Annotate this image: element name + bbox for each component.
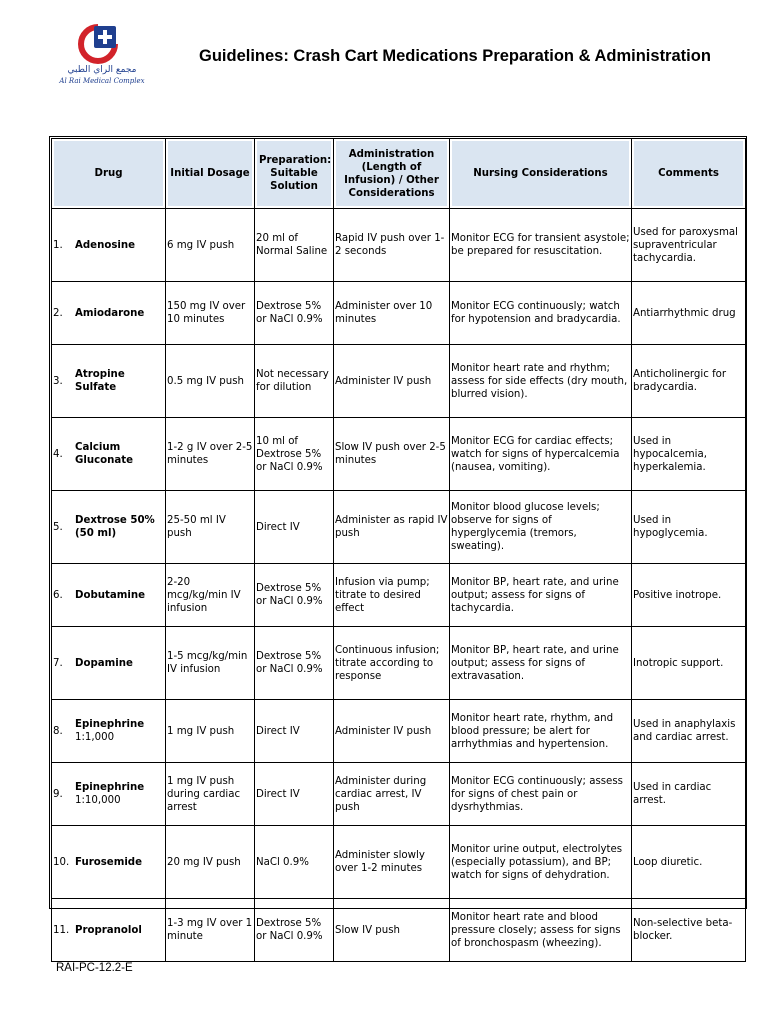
initial-dosage-cell: 25-50 ml IV push <box>166 491 255 564</box>
row-number: 9. <box>53 788 63 800</box>
drug-concentration: 1:10,000 <box>75 795 121 806</box>
row-number: 2. <box>53 307 63 319</box>
initial-dosage-cell: 1 mg IV push <box>166 700 255 763</box>
table-row <box>52 418 746 491</box>
table-row <box>52 627 746 700</box>
drug-name: Propranolol <box>75 924 142 936</box>
administration-cell: Rapid IV push over 1-2 seconds <box>334 209 450 282</box>
preparation-cell: Dextrose 5% or NaCl 0.9% <box>255 899 334 962</box>
drug-cell <box>52 700 166 763</box>
initial-dosage-cell: 6 mg IV push <box>166 209 255 282</box>
comments-cell: Antiarrhythmic drug <box>632 282 746 345</box>
comments-cell: Inotropic support. <box>632 627 746 700</box>
nursing-considerations-cell: Monitor blood glucose levels; observe for signs of hyperglycemia (tremors, sweating). <box>450 491 632 564</box>
drug-name: Adenosine <box>75 239 136 251</box>
table-row <box>52 826 746 899</box>
row-number: 11. <box>53 924 70 936</box>
comments-cell: Non-selective beta-blocker. <box>632 899 746 962</box>
initial-dosage-cell: 1-3 mg IV over 1 minute <box>166 899 255 962</box>
drug-cell <box>52 627 166 700</box>
nursing-considerations-cell: Monitor ECG continuously; assess for signs of chest pain or dysrhythmias. <box>450 763 632 826</box>
drug-name: Dopamine <box>75 657 133 669</box>
preparation-cell: Direct IV <box>255 763 334 826</box>
logo-english-name: Al Rai Medical Complex <box>59 77 145 85</box>
drug-name: Dobutamine <box>75 589 146 601</box>
preparation-cell: Direct IV <box>255 700 334 763</box>
nursing-considerations-cell: Monitor ECG for cardiac effects; watch for signs of hypercalcemia (nausea, vomiting). <box>450 418 632 491</box>
initial-dosage-cell: 2-20 mcg/kg/min IV infusion <box>166 564 255 627</box>
initial-dosage-cell: 1-2 g IV over 2-5 minutes <box>166 418 255 491</box>
preparation-cell: Dextrose 5% or NaCl 0.9% <box>255 564 334 627</box>
drug-cell <box>52 826 166 899</box>
column-header: Comments <box>632 139 746 209</box>
column-header: Nursing Considerations <box>450 139 632 209</box>
drug-name: Atropine Sulfate <box>75 369 125 393</box>
drug-name: Epinephrine <box>75 719 145 730</box>
al-rai-logo <box>56 24 148 90</box>
preparation-cell: 10 ml of Dextrose 5% or NaCl 0.9% <box>255 418 334 491</box>
nursing-considerations-cell: Monitor heart rate and rhythm; assess for side effects (dry mouth, blurred vision). <box>450 345 632 418</box>
column-header: Initial Dosage <box>166 139 255 209</box>
comments-cell: Loop diuretic. <box>632 826 746 899</box>
comments-cell: Used in anaphylaxis and cardiac arrest. <box>632 700 746 763</box>
table-row <box>52 282 746 345</box>
comments-cell: Anticholinergic for bradycardia. <box>632 345 746 418</box>
initial-dosage-cell: 150 mg IV over 10 minutes <box>166 282 255 345</box>
initial-dosage-cell: 1 mg IV push during cardiac arrest <box>166 763 255 826</box>
nursing-considerations-cell: Monitor ECG continuously; watch for hypotension and bradycardia. <box>450 282 632 345</box>
table-row <box>52 700 746 763</box>
drug-concentration: 1:1,000 <box>75 732 115 743</box>
column-header: Administration (Length of Infusion) / Other Considerations <box>334 139 450 209</box>
drug-cell <box>52 763 166 826</box>
medications-table <box>51 138 746 962</box>
comments-cell: Positive inotrope. <box>632 564 746 627</box>
administration-cell: Administer during cardiac arrest, IV push <box>334 763 450 826</box>
administration-cell: Slow IV push over 2-5 minutes <box>334 418 450 491</box>
administration-cell: Infusion via pump; titrate to desired effect <box>334 564 450 627</box>
table-row <box>52 564 746 627</box>
drug-cell <box>52 209 166 282</box>
administration-cell: Administer over 10 minutes <box>334 282 450 345</box>
initial-dosage-cell: 20 mg IV push <box>166 826 255 899</box>
column-header: Preparation: Suitable Solution <box>255 139 334 209</box>
drug-cell <box>52 564 166 627</box>
nursing-considerations-cell: Monitor heart rate, rhythm, and blood pressure; be alert for arrhythmias and hypertension. <box>450 700 632 763</box>
nursing-considerations-cell: Monitor heart rate and blood pressure closely; assess for signs of bronchospasm (wheezing). <box>450 899 632 962</box>
comments-cell: Used in hypoglycemia. <box>632 491 746 564</box>
preparation-cell: NaCl 0.9% <box>255 826 334 899</box>
table-row <box>52 345 746 418</box>
row-number: 7. <box>53 657 63 669</box>
row-number: 10. <box>53 856 70 868</box>
administration-cell: Continuous infusion; titrate according to response <box>334 627 450 700</box>
drug-name: Amiodarone <box>75 307 145 319</box>
row-number: 5. <box>53 521 63 533</box>
table-header-row <box>52 139 746 209</box>
row-number: 4. <box>53 448 63 460</box>
document-title: Guidelines: Crash Cart Medications Preparation & Administration <box>199 47 711 65</box>
row-number: 8. <box>53 725 63 737</box>
drug-cell <box>52 491 166 564</box>
logo-arabic-name: مجمع الراي الطبي <box>67 65 137 75</box>
preparation-cell: Dextrose 5% or NaCl 0.9% <box>255 627 334 700</box>
hospital-logo-icon <box>78 24 118 64</box>
preparation-cell: Not necessary for dilution <box>255 345 334 418</box>
table-row <box>52 899 746 962</box>
drug-cell <box>52 418 166 491</box>
drug-cell <box>52 345 166 418</box>
row-number: 6. <box>53 589 63 601</box>
administration-cell: Administer slowly over 1-2 minutes <box>334 826 450 899</box>
preparation-cell: Direct IV <box>255 491 334 564</box>
initial-dosage-cell: 1-5 mcg/kg/min IV infusion <box>166 627 255 700</box>
preparation-cell: Dextrose 5% or NaCl 0.9% <box>255 282 334 345</box>
administration-cell: Slow IV push <box>334 899 450 962</box>
administration-cell: Administer IV push <box>334 345 450 418</box>
comments-cell: Used in cardiac arrest. <box>632 763 746 826</box>
administration-cell: Administer as rapid IV push <box>334 491 450 564</box>
preparation-cell: 20 ml of Normal Saline <box>255 209 334 282</box>
table-row <box>52 209 746 282</box>
nursing-considerations-cell: Monitor BP, heart rate, and urine output; assess for signs of tachycardia. <box>450 564 632 627</box>
table-row <box>52 763 746 826</box>
drug-name: Furosemide <box>75 856 143 868</box>
administration-cell: Administer IV push <box>334 700 450 763</box>
nursing-considerations-cell: Monitor urine output, electrolytes (especially potassium), and BP; watch for signs of dehydration. <box>450 826 632 899</box>
column-header: Drug <box>52 139 166 209</box>
drug-name: Dextrose 50% (50 ml) <box>75 515 155 539</box>
drug-name: Calcium Gluconate <box>75 442 134 466</box>
row-number: 1. <box>53 239 63 251</box>
nursing-considerations-cell: Monitor BP, heart rate, and urine output; assess for signs of extravasation. <box>450 627 632 700</box>
initial-dosage-cell: 0.5 mg IV push <box>166 345 255 418</box>
document-code: RAI-PC-12.2-E <box>56 962 133 974</box>
row-number: 3. <box>53 375 63 387</box>
drug-cell <box>52 899 166 962</box>
comments-cell: Used for paroxysmal supraventricular tachycardia. <box>632 209 746 282</box>
drug-cell <box>52 282 166 345</box>
nursing-considerations-cell: Monitor ECG for transient asystole; be prepared for resuscitation. <box>450 209 632 282</box>
table-row <box>52 491 746 564</box>
comments-cell: Used in hypocalcemia, hyperkalemia. <box>632 418 746 491</box>
drug-name: Epinephrine <box>75 782 145 793</box>
